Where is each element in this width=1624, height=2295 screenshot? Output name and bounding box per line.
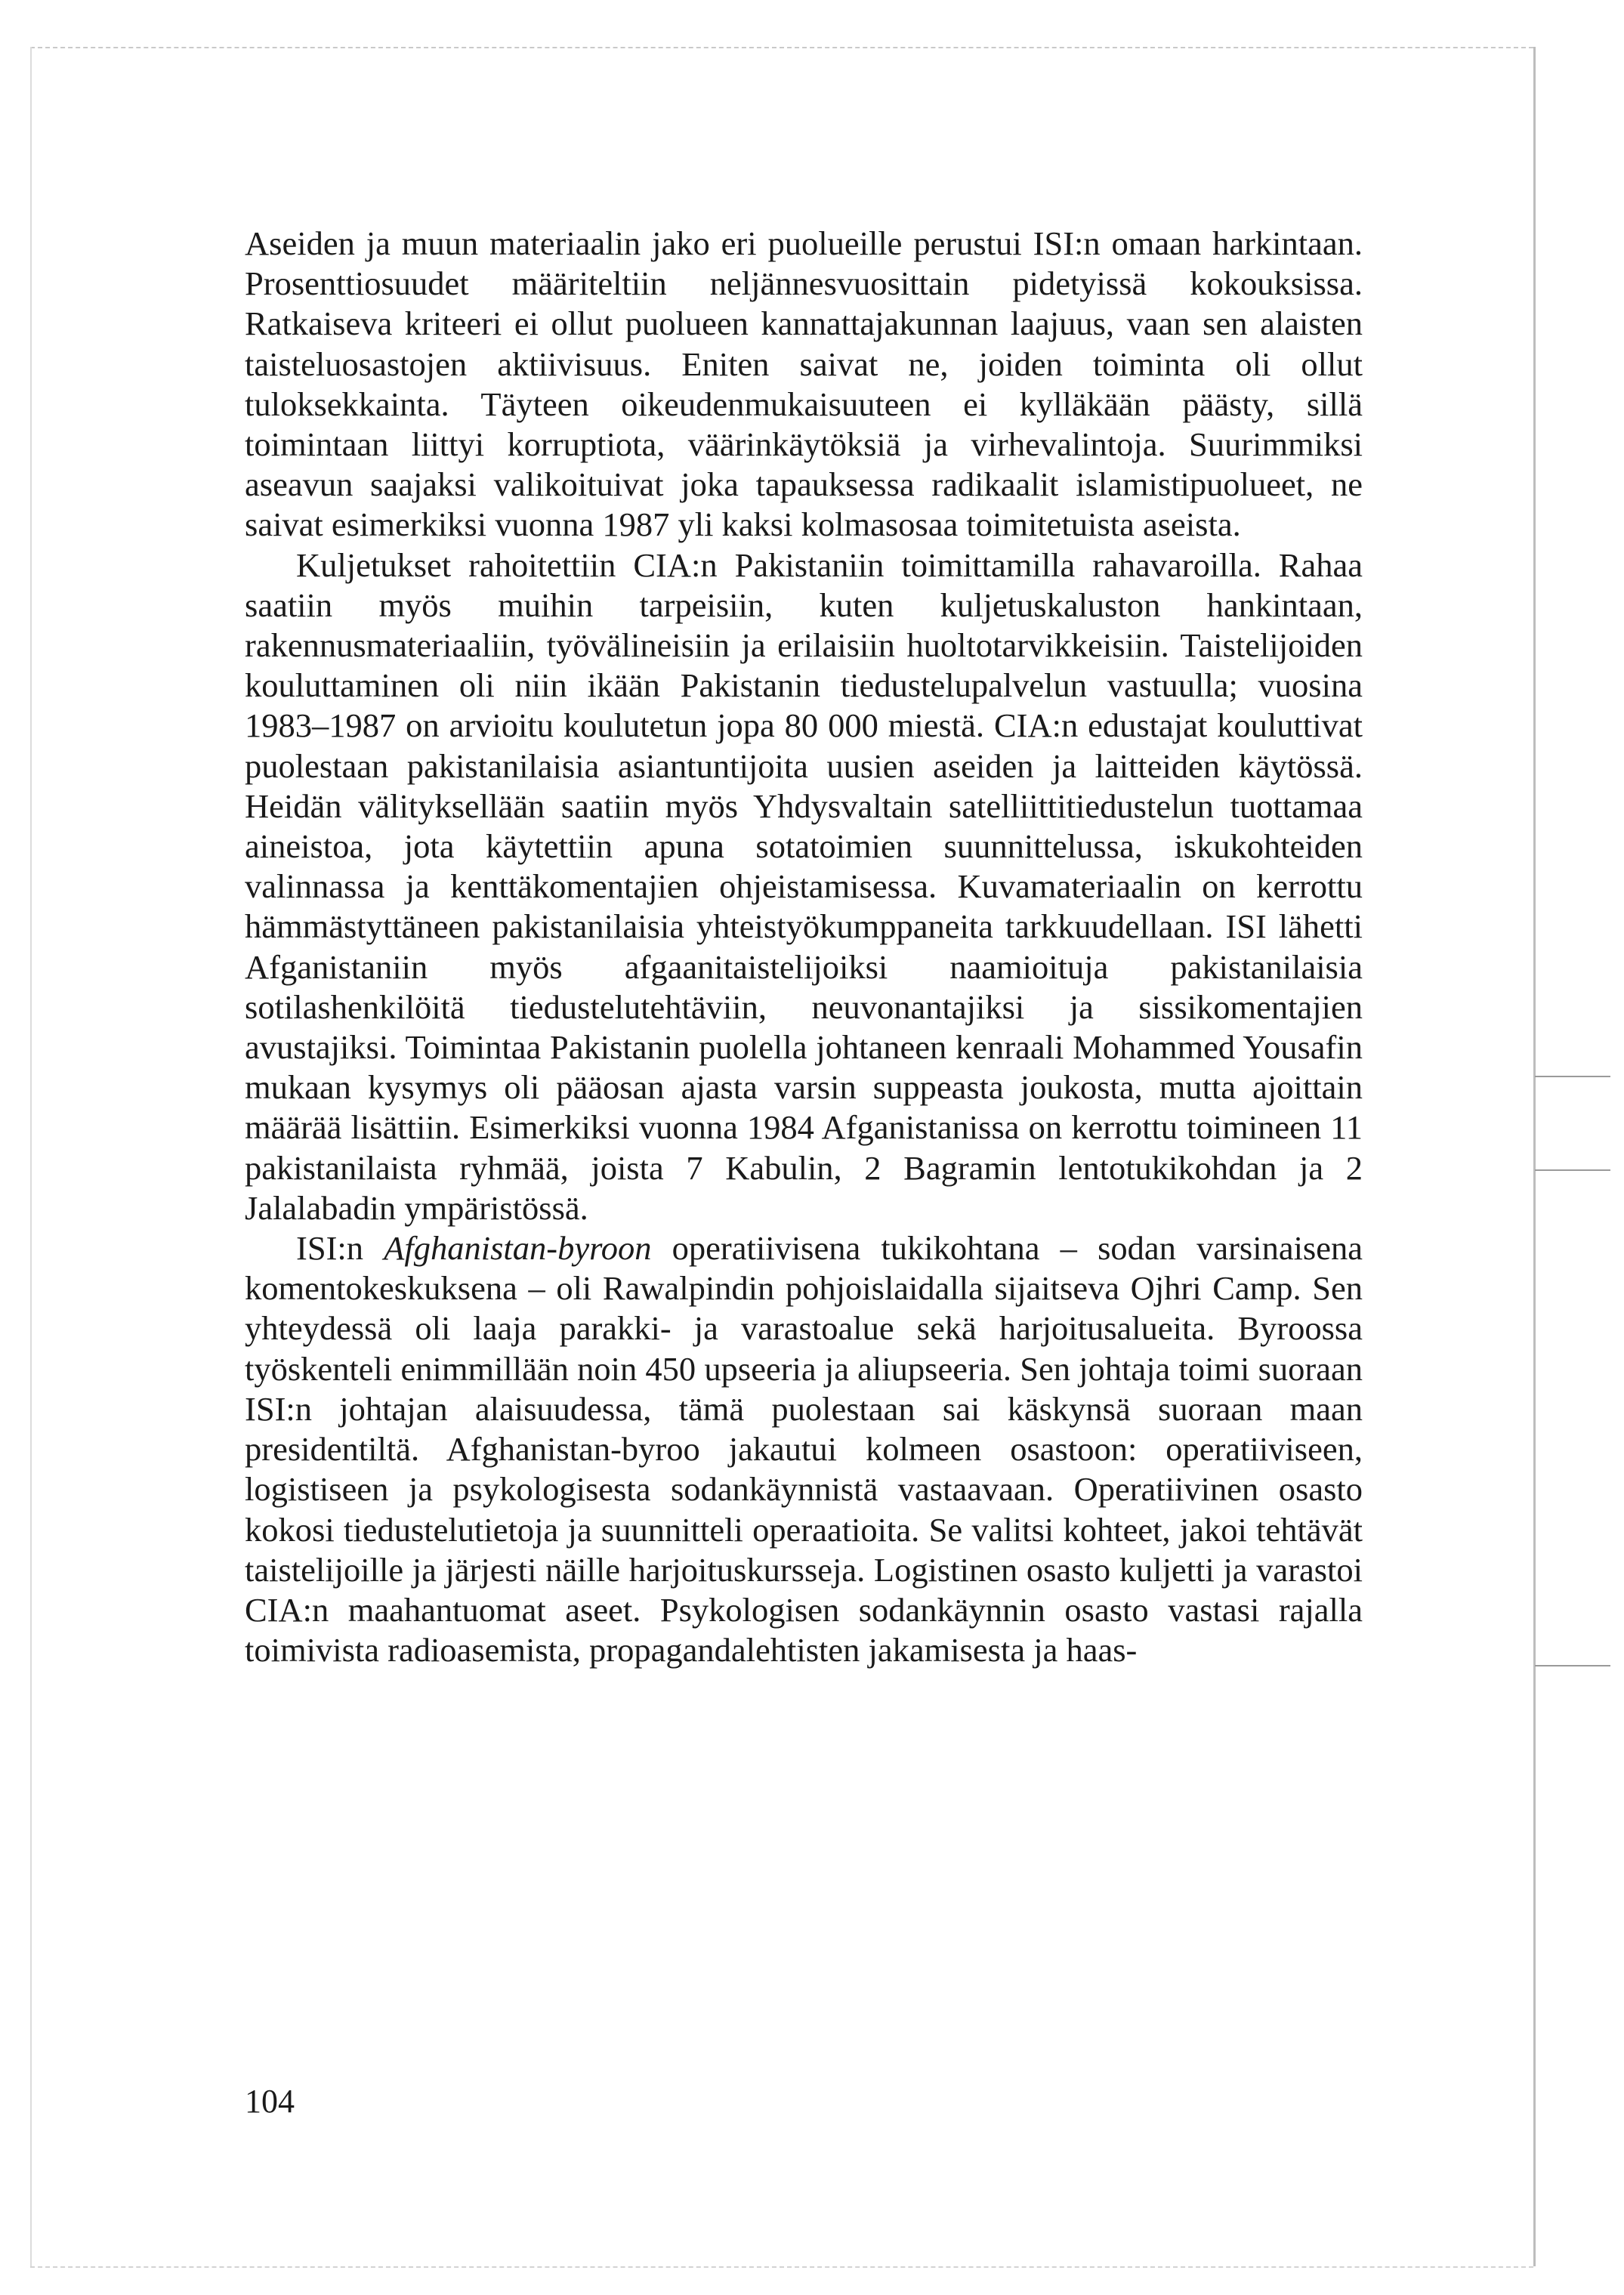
margin-tick [1535, 1076, 1610, 1077]
paragraph-3-italic-term: Afghanistan-byroon [384, 1229, 652, 1268]
paragraph-1-text: Aseiden ja muun materiaalin jako eri puolueille perustui ISI:n omaan harkintaan. Prosenttiosuudet määriteltiin neljännesvuosittain pidetyissä kokouksissa. Ratkaiseva kriteeri ei ollut puolueen kannattajakunnan laajuus, vaan sen alaisten taisteluosastojen aktiivisuus. Eniten saivat ne, joiden toiminta oli ollut tuloksekkainta. Täyteen oikeudenmukaisuuteen ei kylläkään päästy, sillä toimintaan liittyi korruptiota, väärinkäytöksiä ja virhevalintoja. Suurimmiksi aseavun saajaksi valikoituivat joka tapauksessa radikaalit islamistipuolueet, ne saivat esimerkiksi vuonna 1987 yli kaksi kolmasosaa toimitetuista aseista. [245, 224, 1363, 544]
body-text [245, 224, 1363, 1670]
scan-edge-bottom [30, 2266, 1533, 2268]
margin-tick [1535, 1665, 1610, 1666]
scan-edge-left [30, 47, 32, 2266]
scan-edge-right [1533, 47, 1536, 2266]
page-number: 104 [245, 2083, 295, 2120]
paragraph-3 [245, 1228, 1363, 1670]
paragraph-2-text: Kuljetukset rahoitettiin CIA:n Pakistaniin toimittamilla rahavaroilla. Rahaa saatiin myös muihin tarpeisiin, kuten kuljetuskaluston hankintaan, rakennusmateriaaliin, työvälineisiin ja erilaisiin huoltotarvikkeisiin. Taistelijoiden kouluttaminen oli niin ikään Pakistanin tiedustelupalvelun vastuulla; vuosina 1983–1987 on arvioitu koulutetun jopa 80 000 miestä. CIA:n edustajat kouluttivat puolestaan pakistanilaisia asiantuntijoita uusien aseiden ja laitteiden käytössä. Heidän välityksellään saatiin myös Yhdysvaltain satelliittitiedustelun tuottamaa aineistoa, jota käytettiin apuna sotatoimien suunnittelussa, iskukohteiden valinnassa ja kenttäkomentajien ohjeistamisessa. Kuvamateriaalin on kerrottu hämmästyttäneen pakistanilaisia yhteistyökumppaneita tarkkuudellaan. ISI lähetti Afganistaniin myös afgaanitaistelijoiksi naamioituja pakistanilaisia sotilashenkilöitä tiedustelutehtäviin, neuvonantajiksi ja sissikomentajien avustajiksi. Toimintaa Pakistanin puolella johtaneen kenraali Mohammed Yousafin mukaan kysymys oli pääosan ajasta varsin suppeasta joukosta, mutta ajoittain määrää lisättiin. Esimerkiksi vuonna 1984 Afganistanissa on kerrottu toimineen 11 pakistanilaista ryhmää, joista 7 Kabulin, 2 Bagramin lentotukikohdan ja 2 Jalalabadin ympäristössä. [245, 545, 1363, 1227]
paragraph-3-text: operatiivisena tukikohtana – sodan varsinaisena komentokeskuksena – oli Rawalpindin pohjoislaidalla sijaitseva Ojhri Camp. Sen yhteydessä oli laaja parakki- ja varastoalue sekä harjoitusalueita. Byroossa työskenteli enimmillään noin 450 upseeria ja aliupseeria. Sen johtaja toimi suoraan ISI:n johtajan alaisuudessa, tämä puolestaan sai käskynsä suoraan maan presidentiltä. Afghanistan-byroo jakautui kolmeen osastoon: operatiiviseen, logistiseen ja psykologisesta sodankäynnistä vastaavaan. Operatiivinen osasto kokosi tiedustelutietoja ja suunnitteli operaatioita. Se valitsi kohteet, jakoi tehtävät taistelijoille ja järjesti näille harjoituskursseja. Logistinen osasto kuljetti ja varastoi CIA:n maahantuomat aseet. Psykologisen sodankäynnin osasto vastasi rajalla toimivista radioasemista, propagandalehtisten jakamisesta ja haas- [245, 1229, 1363, 1670]
scan-edge-top [30, 47, 1533, 48]
paragraph-2 [245, 545, 1363, 1228]
margin-tick [1535, 1169, 1610, 1171]
paragraph-3-lead: ISI:n [296, 1229, 384, 1268]
paragraph-1 [245, 224, 1363, 545]
